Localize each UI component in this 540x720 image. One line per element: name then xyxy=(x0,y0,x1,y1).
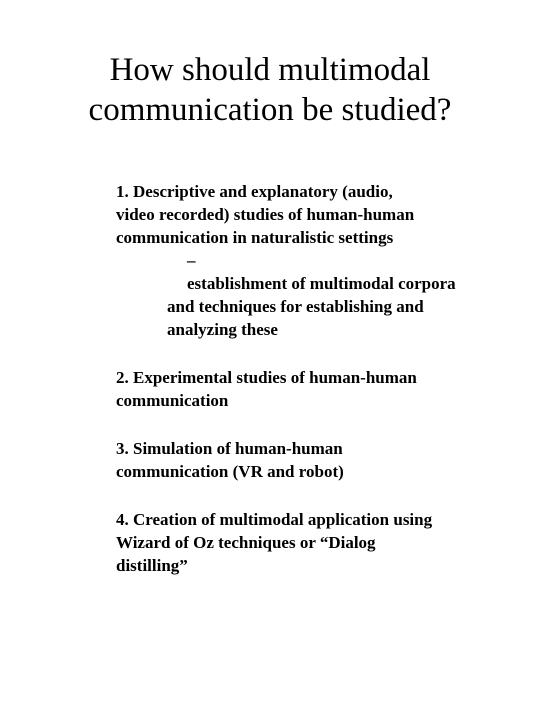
sub-item-line-3: analyzing these xyxy=(167,320,278,339)
bullet-list xyxy=(116,180,526,577)
sub-item-line-1 xyxy=(187,249,526,295)
list-item-2-line-2: communication xyxy=(116,391,229,410)
list-item-3 xyxy=(116,437,526,483)
list-item-3-line-2: communication (VR and robot) xyxy=(116,462,344,481)
list-item-1-line-1: 1. Descriptive and explanatory (audio, xyxy=(116,182,393,201)
slide-title xyxy=(20,50,520,130)
list-item-3-line-1: 3. Simulation of human-human xyxy=(116,439,343,458)
list-item-4-line-2: Wizard of Oz techniques or “Dialog xyxy=(116,533,376,552)
title-line-2: communication be studied? xyxy=(88,92,452,128)
list-item-4 xyxy=(116,508,526,577)
list-item-2 xyxy=(116,366,526,412)
sub-item xyxy=(167,249,526,341)
list-item-4-line-3: distilling” xyxy=(116,556,188,575)
sub-item-line-2: and techniques for establishing and xyxy=(167,297,424,316)
list-item-2-line-1: 2. Experimental studies of human-human xyxy=(116,368,417,387)
dash-marker: – xyxy=(187,251,196,270)
list-item-1-line-3: communication in naturalistic settings xyxy=(116,228,394,247)
list-item-4-line-1: 4. Creation of multimodal application using xyxy=(116,510,433,529)
list-item-1 xyxy=(116,180,526,341)
title-line-1: How should multimodal xyxy=(109,52,431,88)
sub-item-line-1-text: establishment of multimodal corpora xyxy=(187,274,456,293)
list-item-1-line-2: video recorded) studies of human-human xyxy=(116,205,415,224)
